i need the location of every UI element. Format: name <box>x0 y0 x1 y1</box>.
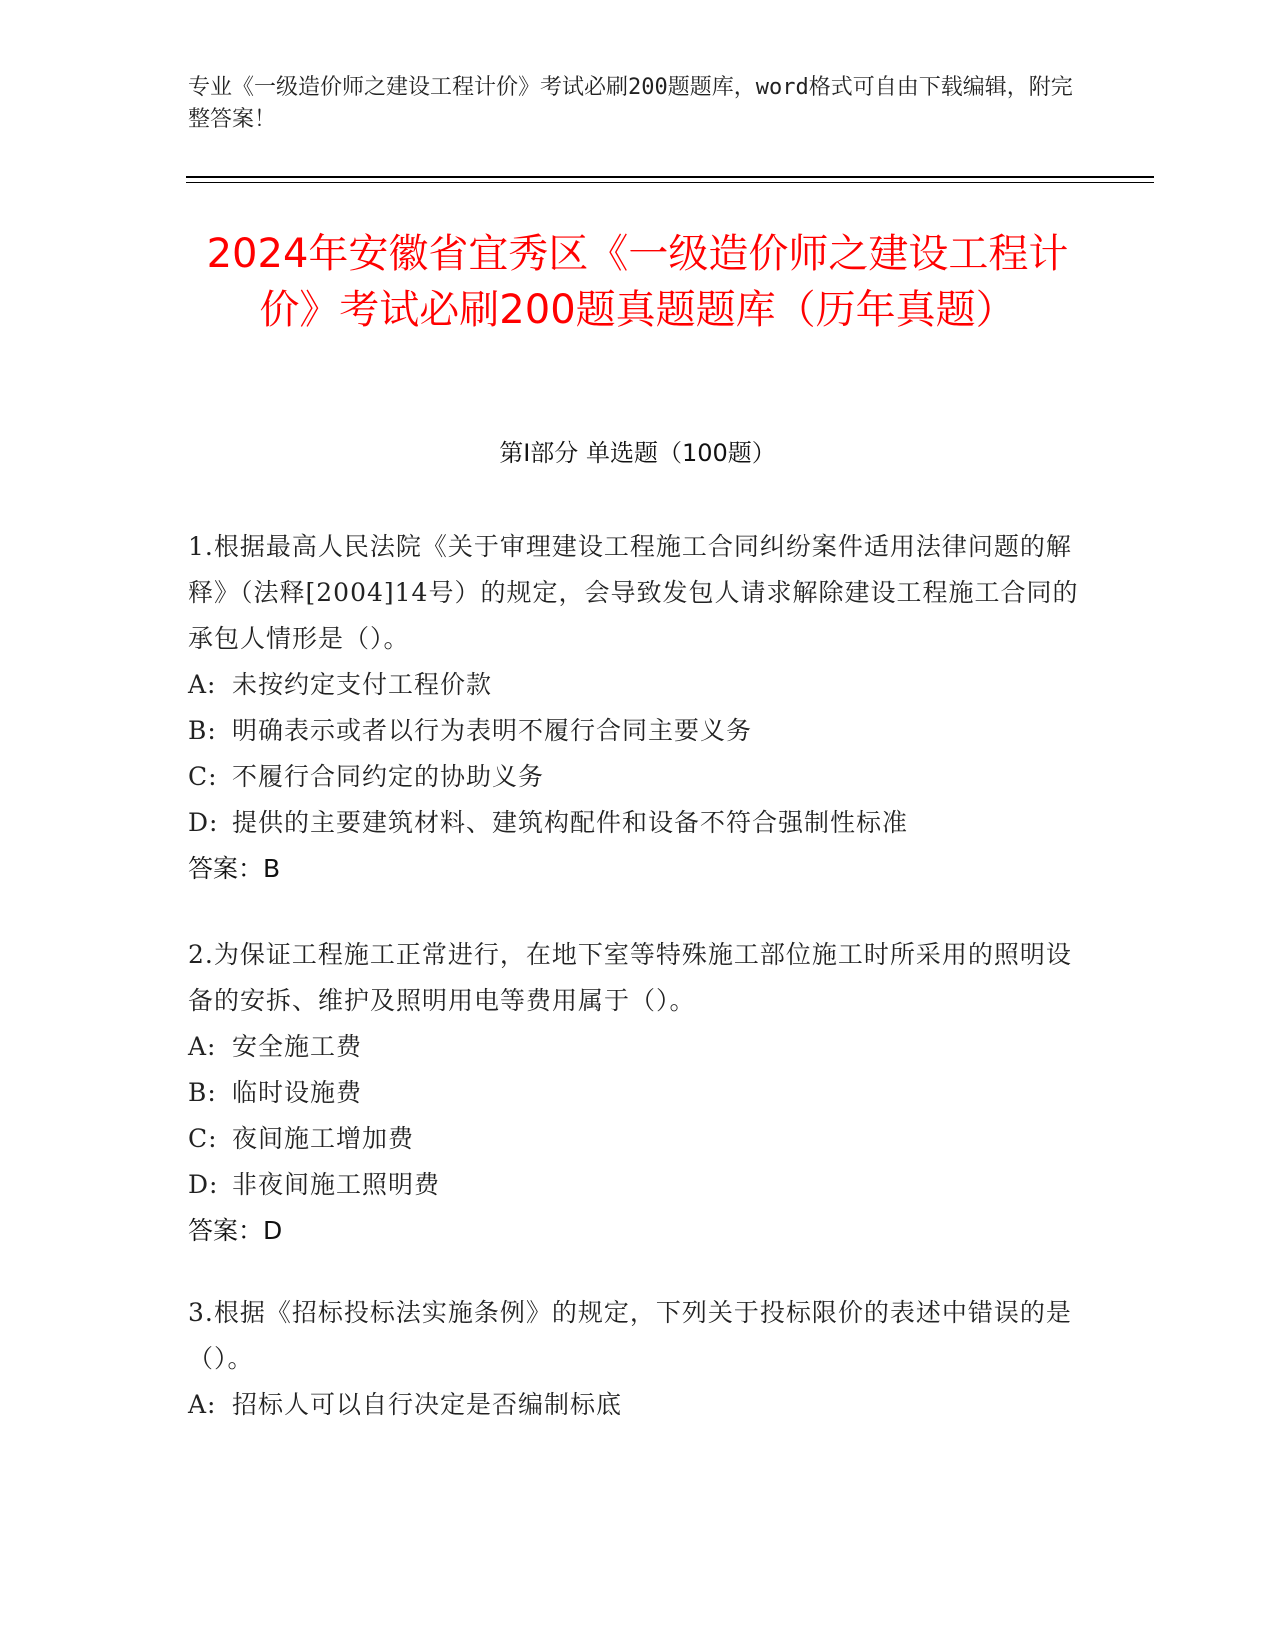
option-a <box>188 662 1088 708</box>
header-note: 专业《一级造价师之建设工程计价》考试必刷200题题库，word格式可自由下载编辑，附完整答案！ <box>188 75 1073 132</box>
question-stem: 1.根据最高人民法院《关于审理建设工程施工合同纠纷案件适用法律问题的解释》（法释[2004]14号）的规定，会导致发包人请求解除建设工程施工合同的承包人情形是（）。 <box>188 532 1079 653</box>
option-text: 临时设施费 <box>232 1078 363 1107</box>
question-stem: 2.为保证工程施工正常进行，在地下室等特殊施工部位施工时所采用的照明设备的安拆、维护及照明用电等费用属于（）。 <box>188 940 1072 1015</box>
option-d <box>188 1162 1088 1208</box>
option-key: D: <box>188 808 219 837</box>
answer-value: D <box>263 1216 283 1245</box>
option-text: 提供的主要建筑材料、建筑构配件和设备不符合强制性标准 <box>232 808 909 837</box>
option-key: B: <box>188 716 217 745</box>
option-c <box>188 754 1088 800</box>
answer-value: B <box>263 854 281 883</box>
question-stem: 3.根据《招标投标法实施条例》的规定，下列关于投标限价的表述中错误的是（）。 <box>188 1298 1072 1373</box>
option-text: 不履行合同约定的协助义务 <box>232 762 545 791</box>
question-3 <box>188 1290 1088 1428</box>
option-text: 未按约定支付工程价款 <box>232 670 493 699</box>
section-title: 第Ⅰ部分 单选题（100题） <box>499 439 776 467</box>
option-key: C: <box>188 762 218 791</box>
option-text: 招标人可以自行决定是否编制标底 <box>232 1390 623 1419</box>
option-a <box>188 1382 1088 1428</box>
option-text: 非夜间施工照明费 <box>232 1170 441 1199</box>
header-rule-thin <box>186 182 1154 183</box>
answer-label: 答案： <box>188 1216 264 1245</box>
option-text: 安全施工费 <box>232 1032 363 1061</box>
option-a <box>188 1024 1088 1070</box>
question-1 <box>188 524 1088 892</box>
option-key: A: <box>188 1032 217 1061</box>
option-d <box>188 800 1088 846</box>
option-c <box>188 1116 1088 1162</box>
option-b <box>188 1070 1088 1116</box>
question-2 <box>188 932 1088 1254</box>
header-rule-thick <box>186 176 1154 178</box>
answer-line <box>188 846 1088 892</box>
option-text: 夜间施工增加费 <box>232 1124 415 1153</box>
option-text: 明确表示或者以行为表明不履行合同主要义务 <box>232 716 753 745</box>
document-title: 2024年安徽省宜秀区《一级造价师之建设工程计价》考试必刷200题真题题库（历年真题） <box>206 231 1069 333</box>
option-b <box>188 708 1088 754</box>
option-key: A: <box>188 670 217 699</box>
option-key: C: <box>188 1124 218 1153</box>
option-key: A: <box>188 1390 217 1419</box>
option-key: D: <box>188 1170 219 1199</box>
answer-label: 答案： <box>188 854 264 883</box>
option-key: B: <box>188 1078 217 1107</box>
answer-line <box>188 1208 1088 1254</box>
